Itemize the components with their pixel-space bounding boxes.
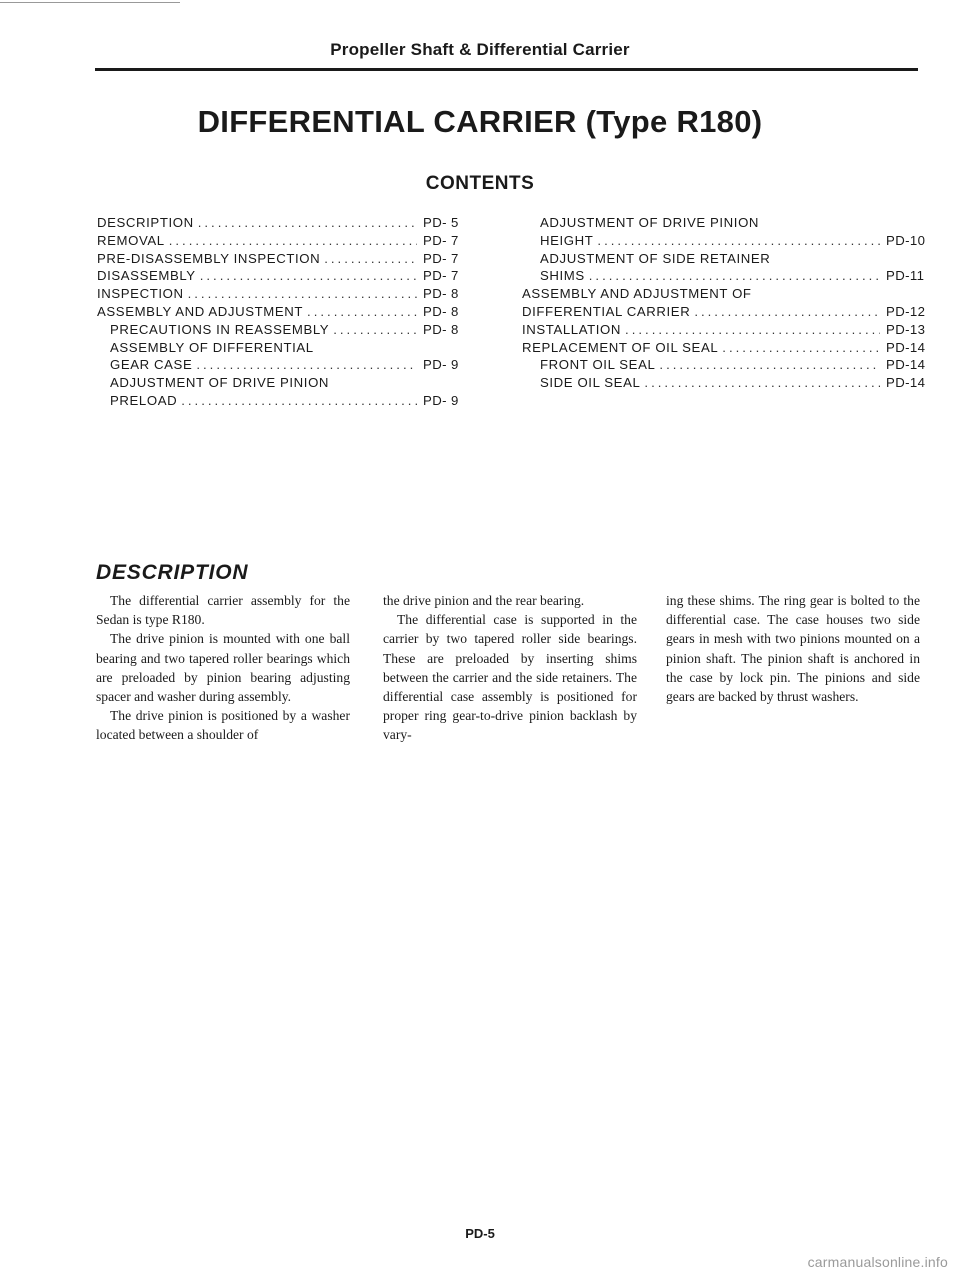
toc-entry-title: INSTALLATION xyxy=(522,321,622,337)
toc-entry-title: DISASSEMBLY xyxy=(97,268,196,284)
toc-entry-title: PRE-DISASSEMBLY INSPECTION xyxy=(97,250,321,266)
toc-entry-page: PD- 7 xyxy=(423,268,459,284)
toc-leader xyxy=(659,357,880,372)
toc-leader xyxy=(188,286,417,301)
toc-entry-title: ASSEMBLY AND ADJUSTMENT xyxy=(97,303,304,319)
toc-entry-page: PD-14 xyxy=(886,339,926,355)
toc-leader xyxy=(694,304,880,319)
paragraph: ing these shims. The ring gear is bolted to the differential case. The case houses two side gears in mesh with two pinions mounted on a pinion shaft. The pinion shaft is anchored in the case by lock pin. The pinions and side gears are backed by thrust washers. xyxy=(666,593,920,705)
toc-leader xyxy=(333,322,417,337)
toc-entry-page: PD- 8 xyxy=(423,303,459,319)
toc-entry-title: ADJUSTMENT OF SIDE RETAINER xyxy=(540,250,771,266)
toc-entry-title: REMOVAL xyxy=(97,232,165,248)
toc-entry[interactable] xyxy=(97,357,459,375)
toc-entry-title: SIDE OIL SEAL xyxy=(540,375,641,391)
toc-leader xyxy=(200,268,417,283)
paragraph: The differential case is supported in the carrier by two tapered roller side bearings. These are preloaded by inserting shims between the carrier and the side retainers. The differential case assembly is positioned for proper ring gear-to-drive pinion backlash by vary- xyxy=(383,612,637,743)
toc-entry[interactable] xyxy=(97,322,459,340)
toc-entry[interactable] xyxy=(97,233,459,251)
toc-entry-page: PD- 9 xyxy=(423,357,459,373)
body-column-1 xyxy=(96,591,350,745)
toc-entry-page: PD- 7 xyxy=(423,232,459,248)
toc-entry[interactable] xyxy=(522,215,922,233)
running-header: Propeller Shaft & Differential Carrier xyxy=(330,40,630,59)
toc-entry[interactable] xyxy=(522,321,926,340)
toc-entry[interactable] xyxy=(97,375,459,393)
toc-leader xyxy=(597,233,880,248)
paragraph: The differential carrier assembly for the Sedan is type R180. xyxy=(96,593,350,628)
toc-entry[interactable] xyxy=(97,304,459,322)
toc-entry-page: PD- 8 xyxy=(423,286,459,302)
toc-entry-title: DIFFERENTIAL CARRIER xyxy=(522,303,691,319)
toc-entry-page: PD-13 xyxy=(886,321,926,337)
toc-leader xyxy=(198,215,417,230)
toc-entry-page: PD- 9 xyxy=(423,392,459,408)
toc-entry-title: FRONT OIL SEAL xyxy=(540,357,656,373)
toc-entry[interactable] xyxy=(97,393,459,411)
toc-entry[interactable] xyxy=(97,251,459,269)
page-number: PD-5 xyxy=(465,1226,495,1241)
toc-entry[interactable] xyxy=(522,286,922,304)
section-heading-description: DESCRIPTION xyxy=(96,561,249,584)
toc-entry-title: HEIGHT xyxy=(540,232,594,248)
toc-entry[interactable] xyxy=(522,375,926,393)
toc-entry-page: PD-14 xyxy=(886,375,926,391)
toc-leader xyxy=(589,268,880,283)
header-rule xyxy=(95,68,918,71)
contents-heading: CONTENTS xyxy=(425,173,535,194)
watermark: carmanualsonline.info xyxy=(807,1254,948,1270)
toc-entry-page: PD-12 xyxy=(886,303,926,319)
toc-entry-title: SHIMS xyxy=(540,268,585,284)
toc-entry-title: INSPECTION xyxy=(97,286,184,302)
toc-leader xyxy=(324,251,417,266)
toc-entry[interactable] xyxy=(522,251,922,269)
toc-entry-page: PD-14 xyxy=(886,357,926,373)
toc-leader xyxy=(307,304,417,319)
toc-entry-page: PD- 5 xyxy=(423,215,459,230)
toc-entry-title: PRECAUTIONS IN REASSEMBLY xyxy=(110,321,330,337)
toc-entry-page: PD-10 xyxy=(886,232,926,248)
paragraph: The drive pinion is positioned by a washer located between a shoulder of xyxy=(96,708,350,743)
toc-entry[interactable] xyxy=(522,303,926,322)
toc-entry-title: ASSEMBLY OF DIFFERENTIAL xyxy=(110,339,314,355)
toc-entry-title: ADJUSTMENT OF DRIVE PINION xyxy=(110,375,330,391)
toc-entry-title: PRELOAD xyxy=(110,392,178,408)
toc-entry[interactable] xyxy=(97,268,459,286)
toc-entry[interactable] xyxy=(522,339,926,358)
toc-entry[interactable] xyxy=(97,340,459,358)
toc-leader xyxy=(625,322,880,337)
scan-artifact-line xyxy=(0,2,180,3)
toc-entry-title: ASSEMBLY AND ADJUSTMENT OF xyxy=(522,286,752,302)
toc-entry-title: GEAR CASE xyxy=(110,357,193,373)
toc-entry[interactable] xyxy=(522,232,926,251)
paragraph: The drive pinion is mounted with one ball bearing and two tapered roller bearings which are preloaded by pinion bearing adjusting spacer and washer during assembly. xyxy=(96,631,350,705)
toc-leader xyxy=(169,233,417,248)
toc-entry-page: PD- 7 xyxy=(423,250,459,266)
toc-entry[interactable] xyxy=(522,357,926,375)
toc-entry-page: PD-11 xyxy=(886,268,925,284)
body-column-3 xyxy=(666,591,920,706)
toc-right-column xyxy=(522,215,926,393)
toc-leader xyxy=(644,375,880,390)
toc-entry-page: PD- 8 xyxy=(423,321,459,337)
toc-entry[interactable] xyxy=(522,268,925,286)
toc-leader xyxy=(196,357,417,372)
toc-left-column xyxy=(97,215,459,411)
toc-entry-title: REPLACEMENT OF OIL SEAL xyxy=(522,339,719,355)
toc-entry-title: DESCRIPTION xyxy=(97,215,194,230)
page-title: DIFFERENTIAL CARRIER (Type R180) xyxy=(197,104,763,139)
paragraph: the drive pinion and the rear bearing. xyxy=(383,593,585,608)
toc-entry[interactable] xyxy=(97,215,459,233)
toc-leader xyxy=(181,393,417,408)
toc-leader xyxy=(722,340,880,355)
toc-entry-title: ADJUSTMENT OF DRIVE PINION xyxy=(540,215,760,230)
body-column-2 xyxy=(383,591,637,745)
toc-entry[interactable] xyxy=(97,286,459,304)
